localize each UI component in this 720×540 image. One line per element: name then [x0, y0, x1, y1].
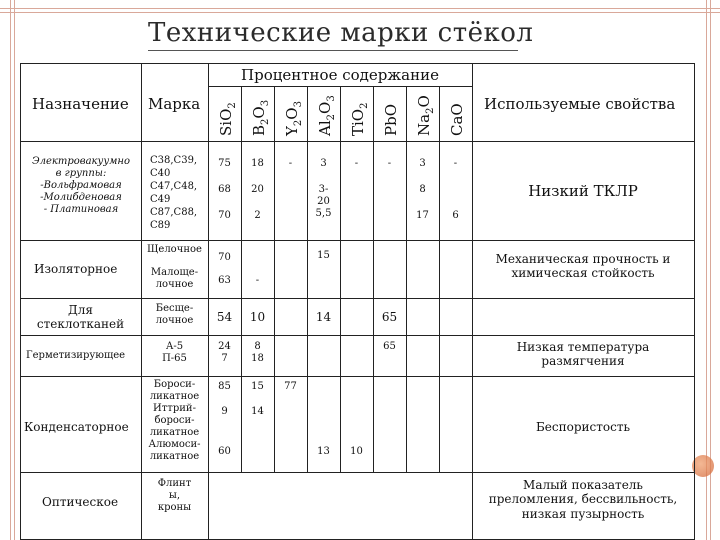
- electro-sio2-1: 75: [218, 158, 231, 169]
- electro-b2o3-3: 2: [254, 210, 261, 221]
- electro-property: Низкий ТКЛР: [528, 182, 638, 200]
- electro-sio2-3: 70: [218, 210, 231, 221]
- header-percent: Процентное содержание: [241, 66, 439, 84]
- row-capacitor-purpose: Конденсаторное: [24, 420, 129, 434]
- row-sealing-purpose: Герметизирующее: [26, 350, 126, 361]
- fiber-na2o: 65: [381, 310, 398, 324]
- page-title: Технические марки стёкол: [148, 18, 534, 48]
- electro-cao-1: -: [453, 158, 458, 169]
- row-optical-purpose: Оптическое: [42, 495, 119, 509]
- oxide-header-na2o: $Na_2O$: [415, 95, 436, 136]
- sealing-b2o3: 8 18: [251, 341, 264, 364]
- fiber-grade: Бесще- лочное: [155, 303, 194, 326]
- insulator-sio2-2: 63: [218, 275, 231, 286]
- oxide-header-y2o3: $Y_2O_3$: [283, 101, 304, 136]
- oxide-header-tio2: TiO$_2$: [349, 102, 370, 136]
- electro-cao-2: 6: [452, 210, 459, 221]
- capacitor-property: Беспористость: [535, 420, 631, 434]
- electro-y2o3: -: [288, 158, 293, 169]
- electro-al2o3-2: 3- 20 5,5: [315, 184, 332, 219]
- row-electro-purpose: Электровакуумно в группы: -Вольфрамовая -Молибденовая - Платиновая: [31, 156, 131, 215]
- oxide-header-cao: CaO: [448, 103, 466, 136]
- fiber-sio2: 54: [216, 310, 233, 324]
- electro-tio2: -: [354, 158, 359, 169]
- header-grade: Марка: [148, 95, 201, 113]
- optical-property: Малый показатель преломления, бессвильность, низкая пузырность: [488, 478, 678, 521]
- sealing-grade: А-5 П-65: [162, 341, 187, 364]
- capacitor-al2o3: 13: [317, 446, 330, 457]
- oxide-header-al2o3: $Al_2O_3$: [316, 95, 337, 136]
- capacitor-grade: Борoси- ликатное Иттрий- борoси- ликатное Алюмоси- ликатное: [148, 379, 201, 462]
- insulator-grade-alkaline: Щелочное: [147, 244, 202, 255]
- row-fiber-purpose: Для стеклотканей: [36, 303, 125, 332]
- oxide-header-sio2: SiO$_2$: [217, 102, 238, 136]
- capacitor-sio2-3: 60: [218, 446, 231, 457]
- insulator-grade-low-alkali: Малоще- лочное: [150, 267, 199, 290]
- insulator-al2o3: 15: [317, 250, 330, 261]
- header-purpose: Назначение: [32, 95, 129, 113]
- electro-b2o3-1: 18: [251, 158, 264, 169]
- insulator-sio2-1: 70: [218, 252, 231, 263]
- insulator-b2o3: -: [255, 275, 260, 286]
- sealing-sio2: 24 7: [218, 341, 231, 364]
- capacitor-pbo: 10: [350, 446, 363, 457]
- capacitor-b2o3-1: 15: [251, 381, 264, 392]
- electro-na2o-1: 3: [419, 158, 426, 169]
- row-electro-grades: С38,С39, С40 С47,С48, С49 С87,С88, С89: [150, 155, 198, 231]
- electro-al2o3-1: 3: [320, 158, 327, 169]
- electro-na2o-2: 8: [419, 184, 426, 195]
- capacitor-sio2-1: 85: [218, 381, 231, 392]
- capacitor-sio2-2: 9: [221, 406, 228, 417]
- optical-grade: Флинт ы, кроны: [157, 478, 192, 513]
- row-insulator-purpose: Изоляторное: [34, 262, 118, 276]
- oxide-header-b2o3: $B_2O_3$: [250, 99, 271, 136]
- fiber-al2o3: 14: [315, 310, 332, 324]
- oxide-header-pbo: PbO: [382, 104, 400, 136]
- electro-b2o3-2: 20: [251, 184, 264, 195]
- header-properties: Используемые свойства: [484, 95, 676, 113]
- electro-na2o-3: 17: [416, 210, 429, 221]
- electro-pbo: -: [387, 158, 392, 169]
- capacitor-y2o3: 77: [284, 381, 297, 392]
- sealing-property: Низкая температура размягчения: [516, 340, 650, 369]
- capacitor-b2o3-2: 14: [251, 406, 264, 417]
- insulator-property: Механическая прочность и химическая стойкость: [495, 252, 671, 281]
- sealing-na2o: 65: [383, 341, 396, 352]
- electro-sio2-2: 68: [218, 184, 231, 195]
- fiber-b2o3: 10: [249, 310, 266, 324]
